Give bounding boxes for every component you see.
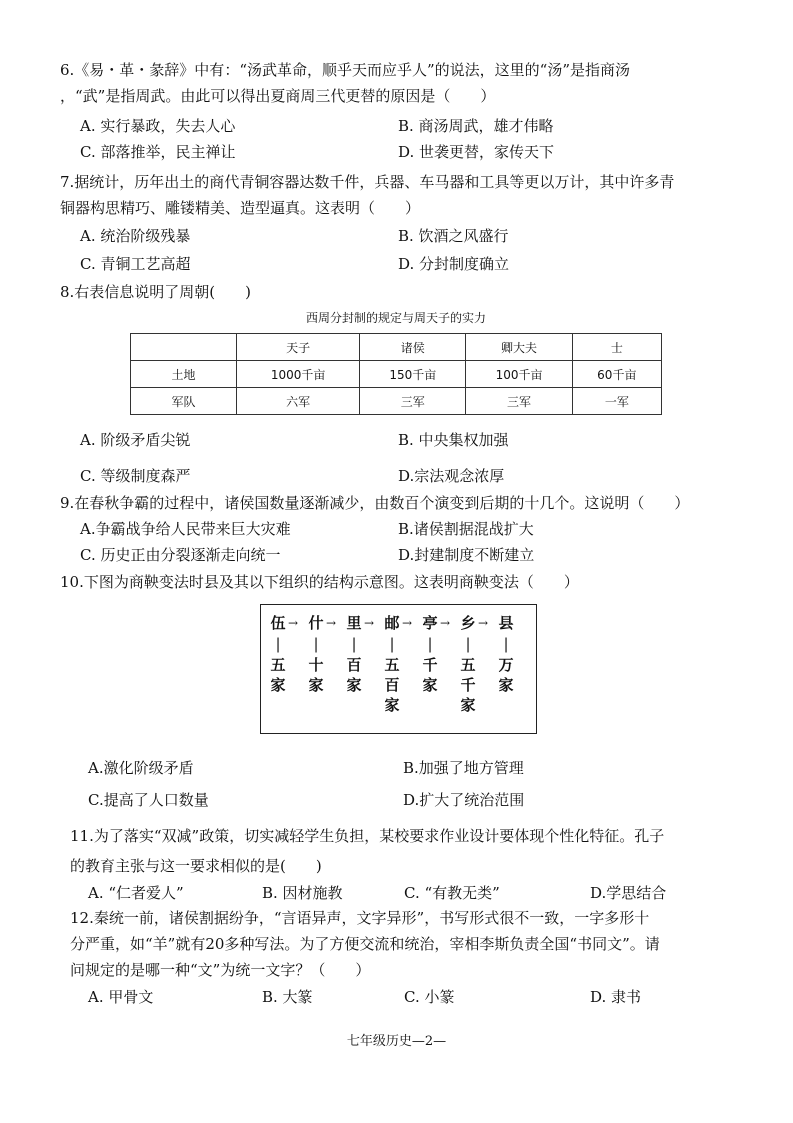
page-footer: 七年级历史—2—: [346, 1034, 447, 1049]
unit-name: 县: [498, 614, 514, 632]
table-cell: 1000千亩: [237, 361, 360, 388]
arrow-icon: →: [288, 616, 299, 630]
q8-stem: 8.右表信息说明了周朝( ): [60, 283, 252, 301]
q9-option-b: B.诸侯割据混战扩大: [398, 520, 534, 538]
q10-stem: 10.下图为商鞅变法时县及其以下组织的结构示意图。这表明商鞅变法（ ）: [60, 573, 579, 591]
arrow-icon: →: [478, 616, 489, 630]
q11-option-b: B. 因材施教: [262, 884, 343, 902]
diagram-unit: [343, 613, 365, 695]
table-cell: 三军: [360, 388, 466, 415]
table-cell: 天子: [237, 334, 360, 361]
q8-option-c: C. 等级制度森严: [80, 467, 191, 485]
q9-stem: 9.在春秋争霸的过程中，诸侯国数量逐渐减少，由数百个演变到后期的十几个。这说明（ ）: [60, 494, 690, 512]
unit-name: 乡: [460, 614, 476, 632]
table-row: [131, 361, 662, 388]
table-row: [131, 334, 662, 361]
q11-stem-line2: 的教育主张与这一要求相似的是( ): [70, 857, 322, 875]
table-cell: 六军: [237, 388, 360, 415]
q6-option-c: C. 部落推举，民主禅让: [80, 143, 236, 161]
q6-option-d: D. 世袭更替，家传天下: [398, 143, 555, 161]
table-cell: 三军: [466, 388, 572, 415]
q6-option-b: B. 商汤周武，雄才伟略: [398, 117, 554, 135]
diagram-unit: [267, 613, 289, 695]
q10-option-b: B.加强了地方管理: [403, 759, 524, 777]
unit-size: 十家: [308, 656, 324, 694]
q6-option-a: A. 实行暴政，失去人心: [80, 117, 236, 135]
q10-structure-diagram: [260, 604, 537, 734]
table-cell: 土地: [131, 361, 237, 388]
unit-size: 五千家: [460, 656, 476, 714]
unit-name: 伍: [270, 614, 286, 632]
arrow-icon: →: [440, 616, 451, 630]
unit-name: 邮: [384, 614, 400, 632]
unit-size: 千家: [422, 656, 438, 694]
unit-connector: |: [389, 635, 395, 653]
arrow-icon: →: [402, 616, 413, 630]
q12-stem-line1: 12.秦统一前，诸侯割据纷争，“言语异声，文字异形”，书写形式很不一致，一字多形十: [70, 909, 650, 927]
table-cell: 卿大夫: [466, 334, 572, 361]
q9-option-c: C. 历史正由分裂逐渐走向统一: [80, 546, 281, 564]
unit-name: 什: [308, 614, 324, 632]
q9-option-d: D.封建制度不断建立: [398, 546, 535, 564]
q6-stem-line1: 6.《易・革・彖辞》中有：“汤武革命，顺乎天而应乎人”的说法，这里的“汤”是指商汤: [60, 61, 630, 79]
q11-option-c: C. “有教无类”: [404, 884, 500, 902]
unit-name: 里: [346, 614, 362, 632]
q8-option-b: B. 中央集权加强: [398, 431, 509, 449]
unit-size: 五百家: [384, 656, 400, 714]
q12-option-c: C. 小篆: [404, 988, 455, 1006]
table-cell: 一军: [572, 388, 661, 415]
diagram-unit: [419, 613, 441, 695]
diagram-unit: [305, 613, 327, 695]
diagram-unit: [457, 613, 479, 715]
table-cell: 60千亩: [572, 361, 661, 388]
q10-option-a: A.激化阶级矛盾: [88, 759, 194, 777]
unit-connector: |: [275, 635, 281, 653]
q8-option-a: A. 阶级矛盾尖锐: [80, 431, 191, 449]
table-cell: 100千亩: [466, 361, 572, 388]
q9-option-a: A.争霸战争给人民带来巨大灾难: [80, 520, 291, 538]
q7-option-b: B. 饮酒之风盛行: [398, 227, 509, 245]
q11-option-d: D.学思结合: [590, 884, 667, 902]
q7-option-a: A. 统治阶级残暴: [80, 227, 191, 245]
q10-option-c: C.提高了人口数量: [88, 791, 209, 809]
table-cell: 150千亩: [360, 361, 466, 388]
q12-stem-line3: 问规定的是哪一种“文”为统一文字？（ ）: [70, 961, 371, 979]
q7-option-c: C. 青铜工艺高超: [80, 255, 191, 273]
q12-stem-line2: 分严重，如“羊”就有20多种写法。为了方便交流和统治，宰相李斯负责全国“书同文”。请: [70, 935, 660, 953]
q12-option-b: B. 大篆: [262, 988, 313, 1006]
unit-name: 亭: [422, 614, 438, 632]
q8-option-d: D.宗法观念浓厚: [398, 467, 505, 485]
q7-stem-line2: 铜器构思精巧、雕镂精美、造型逼真。这表明（ ）: [60, 199, 421, 217]
unit-connector: |: [427, 635, 433, 653]
unit-connector: |: [465, 635, 471, 653]
diagram-unit: [381, 613, 403, 715]
q10-option-d: D.扩大了统治范围: [403, 791, 525, 809]
unit-size: 百家: [346, 656, 362, 694]
table-row: [131, 388, 662, 415]
q8-table: [130, 333, 662, 415]
unit-connector: |: [503, 635, 509, 653]
table-cell: [131, 334, 237, 361]
table-cell: 士: [572, 334, 661, 361]
unit-connector: |: [313, 635, 319, 653]
q12-option-d: D. 隶书: [590, 988, 642, 1006]
table-cell: 诸侯: [360, 334, 466, 361]
arrow-icon: →: [326, 616, 337, 630]
q11-stem-line1: 11.为了落实“双减”政策，切实减轻学生负担，某校要求作业设计要体现个性化特征。孔子: [70, 827, 665, 845]
diagram-unit: [495, 613, 517, 695]
q12-option-a: A. 甲骨文: [88, 988, 154, 1006]
table-cell: 军队: [131, 388, 237, 415]
q7-stem-line1: 7.据统计，历年出土的商代青铜容器达数千件，兵器、车马器和工具等更以万计，其中许多青: [60, 173, 675, 191]
q7-option-d: D. 分封制度确立: [398, 255, 510, 273]
q6-stem-line2: ，“武”是指周武。由此可以得出夏商周三代更替的原因是（ ）: [60, 87, 496, 105]
q11-option-a: A. “仁者爱人”: [88, 884, 184, 902]
unit-size: 五家: [270, 656, 286, 694]
unit-connector: |: [351, 635, 357, 653]
q8-table-title: 西周分封制的规定与周天子的实力: [305, 311, 486, 325]
unit-size: 万家: [498, 656, 514, 694]
arrow-icon: →: [364, 616, 375, 630]
